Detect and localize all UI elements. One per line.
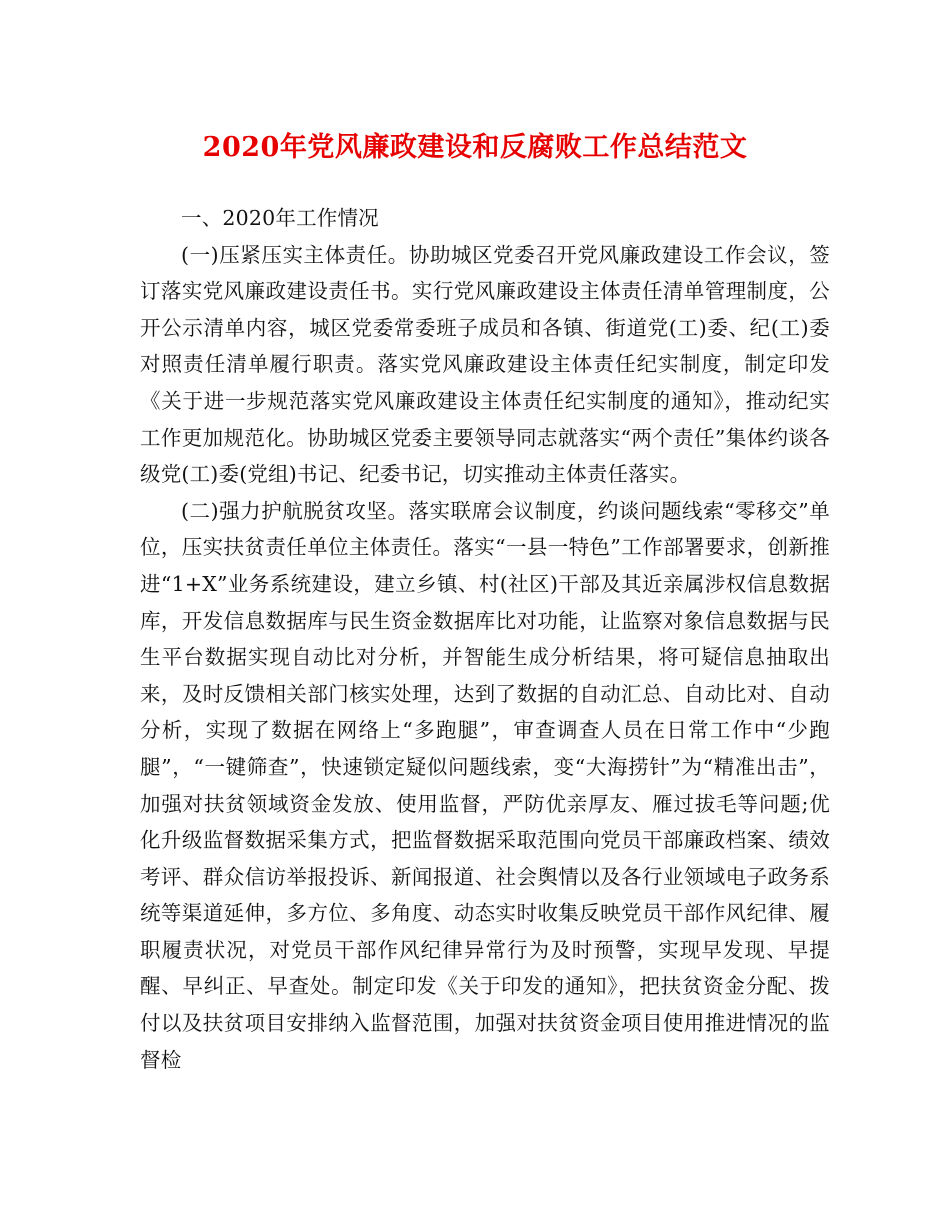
paragraph: (一)压紧压实主体责任。协助城区党委召开党风廉政建设工作会议，签订落实党风廉政建设责任书。实行党风廉政建设主体责任清单管理制度，公开公示清单内容，城区党委常委班子成员和各镇、街道党(工)委、纪(工)委对照责任清单履行职责。落实党风廉政建设主体责任纪实制度，制定印发《关于进一步规范落实党风廉政建设主体责任纪实制度的通知》，推动纪实工作更加规范化。协助城区党委主要领导同志就落实“两个责任”集体约谈各级党(工)委(党组)书记、纪委书记，切实推动主体责任落实。: [140, 242, 830, 487]
document-body: [140, 200, 830, 1078]
section-heading: 一、2020年工作情况: [181, 206, 379, 230]
paragraph: (二)强力护航脱贫攻坚。落实联席会议制度，约谈问题线索“零移交”单位，压实扶贫责任单位主体责任。落实“一县一特色”工作部署要求，创新推进“1+X”业务系统建设，建立乡镇、村(社区)干部及其近亲属涉权信息数据库，开发信息数据库与民生资金数据库比对功能，让监察对象信息数据与民生平台数据实现自动比对分析，并智能生成分析结果，将可疑信息抽取出来，及时反馈相关部门核实处理，达到了数据的自动汇总、自动比对、自动分析，实现了数据在网络上“多跑腿”，审查调查人员在日常工作中“少跑腿”，“一键筛查”，快速锁定疑似问题线索，变“大海捞针”为“精准出击”，加强对扶贫领域资金发放、使用监督，严防优亲厚友、雁过拔毛等问题;优化升级监督数据采集方式，把监督数据采取范围向党员干部廉政档案、绩效考评、群众信访举报投诉、新闻报道、社会舆情以及各行业领域电子政务系统等渠道延伸，多方位、多角度、动态实时收集反映党员干部作风纪律、履职履责状况，对党员干部作风纪律异常行为及时预警，实现早发现、早提醒、早纠正、早查处。制定印发《关于印发的通知》，把扶贫资金分配、拨付以及扶贫项目安排纳入监督范围，加强对扶贫资金项目使用推进情况的监督检: [140, 498, 830, 1072]
document-title: 2020年党风廉政建设和反腐败工作总结范文: [202, 132, 748, 163]
